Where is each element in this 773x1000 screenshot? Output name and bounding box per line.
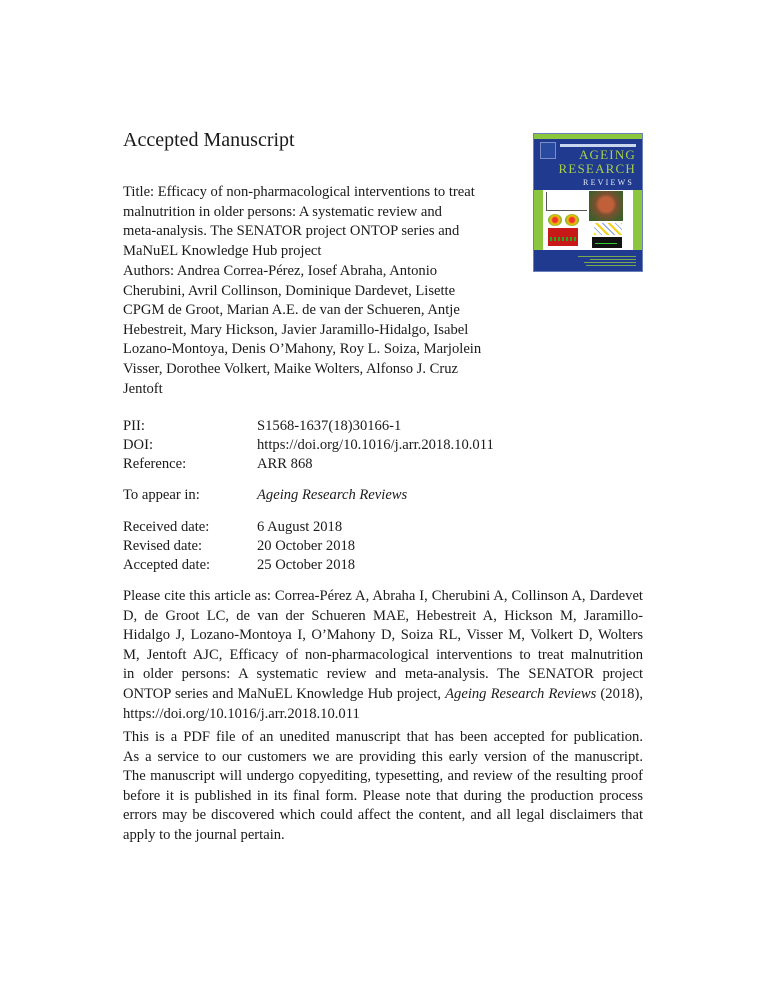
journal-cover-image (533, 133, 643, 272)
appear-row (123, 486, 543, 506)
cover-top-bar (534, 134, 642, 139)
title-line: malnutrition in older persons: A systematic review and (123, 203, 442, 220)
received-value: 6 August 2018 (257, 519, 343, 535)
revised-value: 20 October 2018 (257, 538, 356, 554)
title-line: meta-analysis. The SENATOR project ONTOP series and (123, 223, 460, 240)
citation-paragraph (123, 587, 643, 724)
pii-label: PII: (123, 418, 145, 434)
authors-list (123, 262, 518, 399)
doi-label: DOI: (123, 437, 153, 453)
disclaimer-line: apply to the journal pertain. (123, 826, 285, 843)
citation-doi-link[interactable]: https://doi.org/10.1016/j.arr.2018.10.011 (123, 705, 360, 722)
cover-title-reviews: REVIEWS (583, 178, 634, 187)
cover-microscopy-figure (548, 228, 578, 246)
doi-link[interactable]: https://doi.org/10.1016/j.arr.2018.10.011 (257, 437, 494, 453)
accepted-label: Accepted date: (123, 557, 211, 573)
authors-line: Hebestreit, Mary Hickson, Javier Jaramillo-Hidalgo, Isabel (123, 321, 469, 338)
cover-brain-scan (565, 214, 579, 226)
received-row (123, 518, 543, 538)
page-heading: Accepted Manuscript (123, 129, 295, 151)
authors-line: Lozano-Montoya, Denis O’Mahony, Roy L. Soiza, Marjolein (123, 341, 482, 358)
journal-name: Ageing Research Reviews (257, 487, 408, 503)
disclaimer-line: The manuscript will undergo copyediting, typesetting, and review of the resulting proof (123, 768, 643, 785)
revised-label: Revised date: (123, 538, 203, 554)
citation-year: (2018), (596, 685, 643, 702)
pii-value: S1568-1637(18)30166-1 (257, 418, 402, 434)
received-label: Received date: (123, 519, 210, 535)
cover-monkey-photo (589, 191, 623, 221)
citation-line: Please cite this article as: Correa-Pérez A, Abraha I, Cherubini A, Collinson A, Dardevet (123, 588, 643, 604)
cover-diagram-figure (594, 223, 622, 235)
cover-title-ageing: AGEING (578, 147, 636, 162)
title-line: MaNuEL Knowledge Hub project (123, 242, 322, 259)
accepted-value: 25 October 2018 (257, 557, 356, 573)
reference-value: ARR 868 (257, 456, 313, 472)
disclaimer-line: As a service to our customers we are providing this early version of the manuscript. (123, 748, 643, 765)
cover-gel-figure (592, 237, 622, 248)
citation-line: M, Jentoft AJC, Efficacy of non-pharmacological interventions to treat malnutrition (123, 646, 643, 663)
cover-editors-text (574, 254, 636, 268)
cover-brain-scan (548, 214, 562, 226)
citation-line: in older persons: A systematic review and meta-analysis. The SENATOR project (123, 666, 643, 683)
citation-journal: Ageing Research Reviews (445, 685, 597, 702)
citation-text: ONTOP series and MaNuEL Knowledge Hub project, (123, 685, 446, 702)
revised-row (123, 537, 543, 557)
disclaimer-line: errors may be discovered which could affect the content, and all legal disclaimers that (123, 807, 643, 824)
reference-row (123, 455, 543, 475)
disclaimer-line: This is a PDF file of an unedited manuscript that has been accepted for publication. (123, 729, 643, 745)
authors-line: CPGM de Groot, Marian A.E. de van der Schueren, Antje (123, 302, 460, 319)
appear-label: To appear in: (123, 487, 200, 503)
cover-chart-figure (546, 192, 587, 211)
pii-row (123, 417, 543, 437)
reference-label: Reference: (123, 456, 187, 472)
authors-line: Visser, Dorothee Volkert, Maike Wolters, Alfonso J. Cruz (123, 360, 459, 377)
citation-line: Hidalgo J, Lozano-Montoya I, O’Mahony D, Soiza RL, Visser M, Volkert D, Wolters (123, 627, 643, 644)
title-line: Title: Efficacy of non-pharmacological interventions to treat (123, 184, 475, 200)
authors-line: Authors: Andrea Correa-Pérez, Iosef Abraha, Antonio (123, 263, 438, 279)
citation-line (123, 685, 643, 705)
authors-line: Cherubini, Avril Collinson, Dominique Dardevet, Lisette (123, 282, 456, 299)
article-title (123, 183, 508, 261)
cover-side-band (633, 190, 642, 250)
citation-line: D, de Groot LC, de van der Schueren MAE, Hebestreit A, Hickson M, Jaramillo- (123, 607, 643, 624)
disclaimer-paragraph (123, 728, 643, 846)
authors-line: Jentoft (123, 380, 163, 397)
accepted-row (123, 556, 543, 576)
cover-title-research: RESEARCH (558, 161, 636, 176)
disclaimer-line: before it is published in its final form. Please note that during the production process (123, 787, 643, 804)
cover-side-band (534, 190, 543, 250)
doi-row (123, 436, 543, 456)
